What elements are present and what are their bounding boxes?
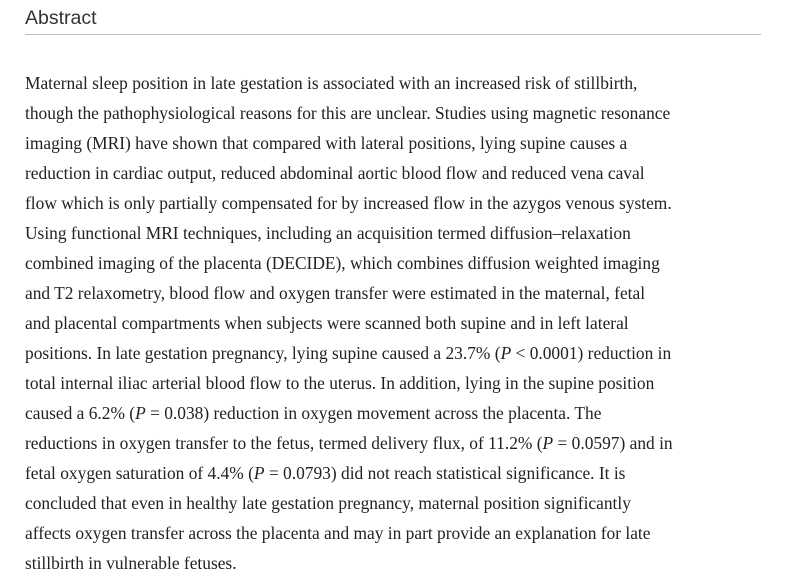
abstract-line: concluded that even in healthy late gestation pregnancy, maternal position significantly <box>25 493 631 513</box>
abstract-body <box>25 35 761 578</box>
p-value-symbol: P <box>542 433 554 453</box>
p-value-symbol: P <box>135 403 146 423</box>
abstract-line: stillbirth in vulnerable fetuses. <box>25 553 237 573</box>
p-value-symbol: P <box>500 343 512 363</box>
abstract-line: fetal oxygen saturation of 4.4% (P = 0.0793) did not reach statistical significance. It is <box>25 463 626 483</box>
abstract-line: affects oxygen transfer across the placenta and may in part provide an explanation for late <box>25 523 651 543</box>
abstract-line: reductions in oxygen transfer to the fetus, termed delivery flux, of 11.2% (P = 0.0597) and in <box>25 433 673 453</box>
abstract-line: Maternal sleep position in late gestation is associated with an increased risk of stillbirth, <box>25 73 638 93</box>
abstract-line: total internal iliac arterial blood flow to the uterus. In addition, lying in the supine position <box>25 373 655 393</box>
abstract-section <box>25 0 761 578</box>
abstract-line: Using functional MRI techniques, including an acquisition termed diffusion–relaxation <box>25 223 631 243</box>
abstract-line: reduction in cardiac output, reduced abdominal aortic blood flow and reduced vena caval <box>25 163 645 183</box>
abstract-heading: Abstract <box>25 0 761 35</box>
abstract-line: caused a 6.2% (P = 0.038) reduction in oxygen movement across the placenta. The <box>25 403 602 423</box>
abstract-line: combined imaging of the placenta (DECIDE), which combines diffusion weighted imaging <box>25 253 660 273</box>
abstract-line: imaging (MRI) have shown that compared with lateral positions, lying supine causes a <box>25 133 628 153</box>
abstract-line: though the pathophysiological reasons for this are unclear. Studies using magnetic resonance <box>25 103 671 123</box>
abstract-line: flow which is only partially compensated for by increased flow in the azygos venous system. <box>25 193 672 213</box>
abstract-line: and placental compartments when subjects were scanned both supine and in left lateral <box>25 313 629 333</box>
p-value-symbol: P <box>253 463 265 483</box>
abstract-line: and T2 relaxometry, blood flow and oxygen transfer were estimated in the maternal, fetal <box>25 283 646 303</box>
abstract-line: positions. In late gestation pregnancy, lying supine caused a 23.7% (P < 0.0001) reduction in <box>25 343 672 363</box>
